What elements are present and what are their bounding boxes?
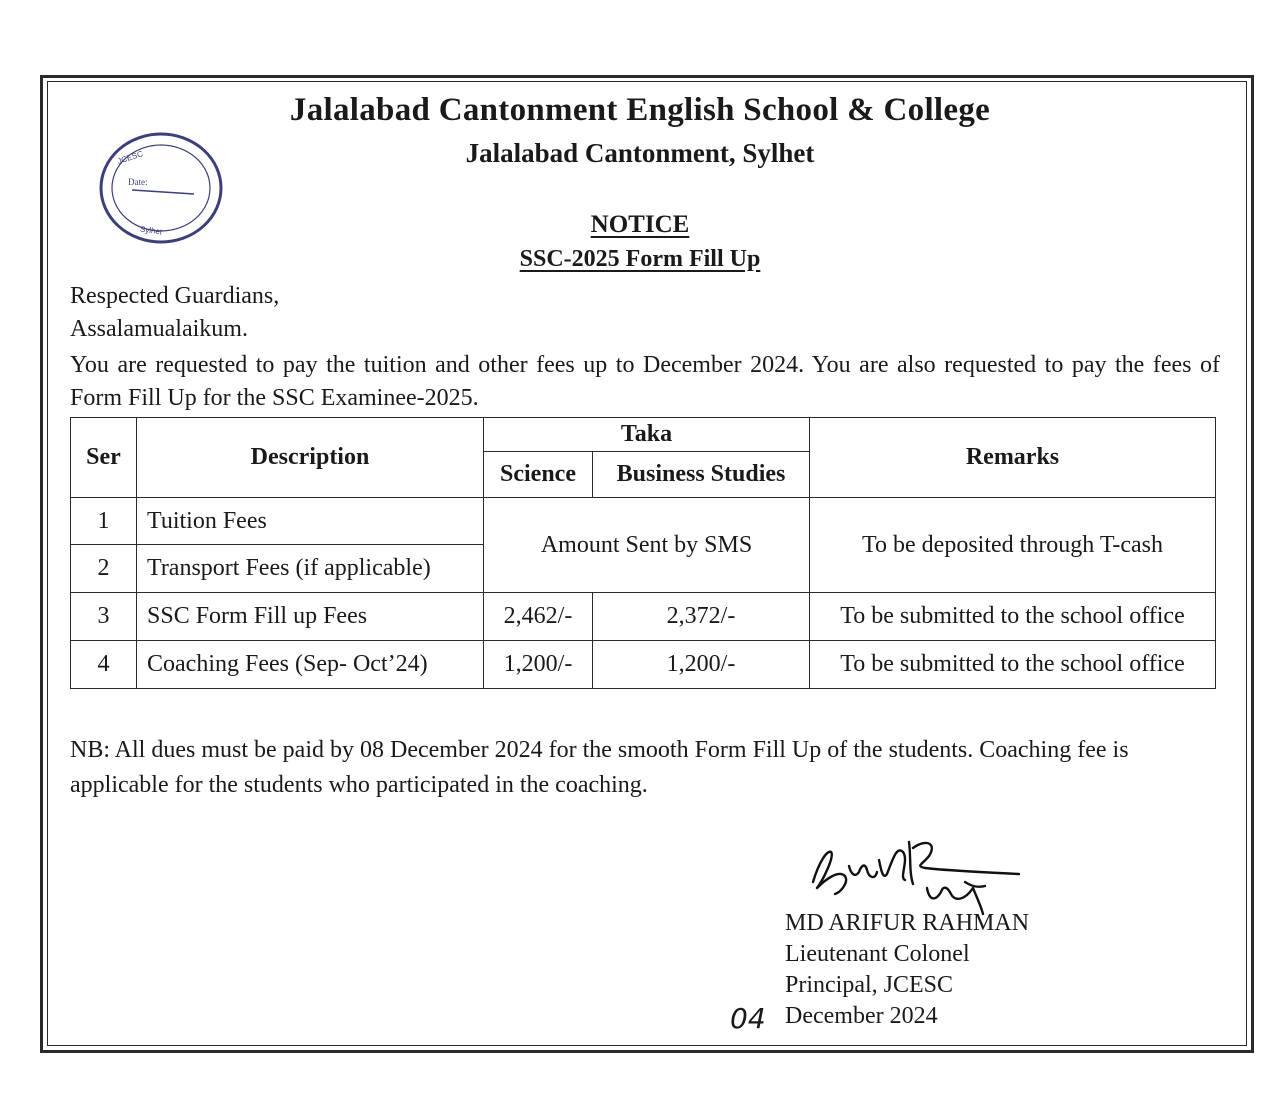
row-remarks: To be submitted to the school office <box>810 593 1216 641</box>
svg-text:Date:: Date: <box>128 177 148 187</box>
svg-text:JCESC: JCESC <box>116 149 145 166</box>
row-description: Tuition Fees <box>137 498 484 545</box>
row-ser: 3 <box>71 593 137 641</box>
signatory-title: Principal, JCESC <box>785 972 954 998</box>
merged-amount-cell: Amount Sent by SMS <box>484 498 810 593</box>
header-business-studies: Business Studies <box>593 452 810 498</box>
row-remarks: To be submitted to the school office <box>810 641 1216 689</box>
notice-subtitle: SSC-2025 Form Fill Up <box>519 246 761 272</box>
notice-body: You are requested to pay the tuition and other fees up to December 2024. You are also requested to pay the fees of Form Fill Up for the SSC Examinee-2025. <box>70 352 1220 411</box>
row-description: Coaching Fees (Sep- Oct’24) <box>137 641 484 689</box>
header-remarks: Remarks <box>810 418 1216 498</box>
notice-title: NOTICE <box>590 211 690 238</box>
signatory-name: MD ARIFUR RAHMAN <box>785 910 1030 936</box>
signatory-date: December 2024 <box>785 1003 938 1029</box>
handwritten-date-day: 04 <box>730 1002 766 1035</box>
principal-signature <box>805 822 1030 917</box>
nb-note: NB: All dues must be paid by 08 December 2024 for the smooth Form Fill Up of the students. Coaching fee is applicable for the students who participated in the coaching. <box>70 737 1129 798</box>
merged-remarks-cell: To be deposited through T-cash <box>810 498 1216 593</box>
table-row <box>71 498 1216 545</box>
table-row <box>71 593 1216 641</box>
row-description: Transport Fees (if applicable) <box>137 545 484 593</box>
table-row <box>71 641 1216 689</box>
header-taka: Taka <box>484 418 810 452</box>
signatory-rank: Lieutenant Colonel <box>785 941 970 967</box>
row-business-fee: 1,200/- <box>593 641 810 689</box>
header-description: Description <box>137 418 484 498</box>
row-description: SSC Form Fill up Fees <box>137 593 484 641</box>
row-science-fee: 1,200/- <box>484 641 593 689</box>
row-ser: 2 <box>71 545 137 593</box>
row-ser: 4 <box>71 641 137 689</box>
salutation: Assalamualaikum. <box>70 316 248 342</box>
greeting: Respected Guardians, <box>70 283 280 309</box>
signatory-block <box>785 908 1029 1032</box>
row-business-fee: 2,372/- <box>593 593 810 641</box>
header-science: Science <box>484 452 593 498</box>
school-name: Jalalabad Cantonment English School & College <box>289 92 991 128</box>
header-ser: Ser <box>71 418 137 498</box>
fees-table <box>70 417 1216 689</box>
school-address: Jalalabad Cantonment, Sylhet <box>465 138 815 168</box>
table-header-row <box>71 418 1216 452</box>
row-science-fee: 2,462/- <box>484 593 593 641</box>
svg-text:Sylhet: Sylhet <box>139 224 163 237</box>
row-ser: 1 <box>71 498 137 545</box>
